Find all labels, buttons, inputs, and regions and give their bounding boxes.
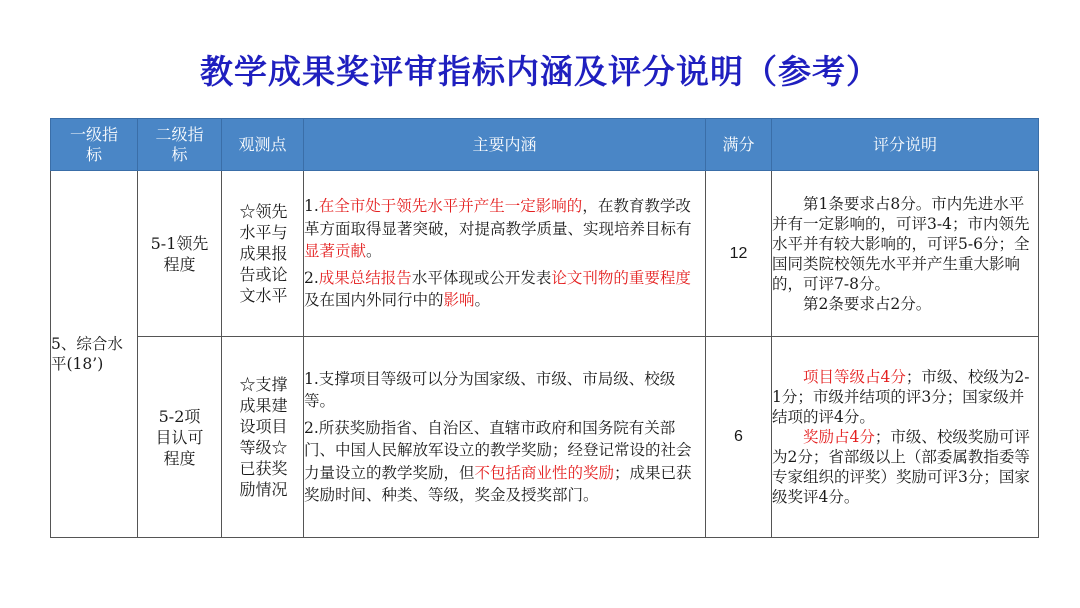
header-full-score: 满分	[706, 119, 772, 171]
criteria-table	[50, 118, 1039, 538]
full-score-cell	[706, 337, 772, 538]
level1-name: 5、综合水平(18’)	[51, 335, 123, 373]
level1-cell	[51, 171, 138, 538]
header-content: 主要内涵	[304, 119, 706, 171]
level2-cell	[138, 171, 222, 337]
content-paragraph: 1.在全市处于领先水平并产生一定影响的，在教育教学改革方面取得显著突破，对提高教学质量、实现培养目标有显著贡献。	[304, 197, 692, 261]
header-observation: 观测点	[222, 119, 304, 171]
scoring-cell	[772, 337, 1039, 538]
highlight-text: 奖励占4分	[803, 428, 875, 446]
full-score-value: 6	[734, 428, 743, 445]
observation-text: ☆支撑成果建设项目等级☆已获奖励情况	[239, 375, 288, 499]
page-title: 教学成果奖评审指标内涵及评分说明（参考）	[200, 52, 880, 91]
highlight-text: 项目等级占4分	[803, 368, 906, 386]
content-paragraph: 2.所获奖励指省、自治区、直辖市政府和国务院有关部门、中国人民解放军设立的教学奖励；经登记常设的社会力量设立的教学奖励，但不包括商业性的奖励；成果已获奖励时间、种类、等级，奖金及授奖部门。	[304, 418, 692, 504]
level2-name: 5-2项目认可程度	[155, 406, 204, 468]
scoring-cell	[772, 171, 1039, 337]
scoring-paragraph: 奖励占4分；市级、校级奖励可评为2分；省部级以上（部委属教指委等专家组织的评奖）奖励可评3分；国家级奖评4分。	[772, 428, 1030, 506]
table-row	[51, 337, 1039, 538]
full-score-value: 12	[729, 244, 748, 262]
observation-cell	[222, 171, 304, 337]
full-score-cell	[706, 171, 772, 337]
highlight-text: 显著贡献	[304, 242, 367, 261]
scoring-paragraph: 第2条要求占2分。	[803, 294, 932, 313]
content-cell	[304, 337, 706, 538]
scoring-paragraph: 第1条要求占8分。市内先进水平并有一定影响的，可评3-4；市内领先水平并有较大影响的，可评5-6分；全国同类院校领先水平并产生重大影响的，可评7-8分。	[772, 194, 1030, 293]
content-paragraph: 1.支撑项目等级可以分为国家级、市级、市局级、校级等。	[304, 369, 676, 410]
header-row	[51, 119, 1039, 171]
highlight-text: 不包括商业性的奖励	[474, 463, 615, 482]
observation-cell	[222, 337, 304, 538]
highlight-text: 成果总结报告	[318, 268, 412, 287]
observation-text: ☆领先水平与成果报告或论文水平	[239, 202, 288, 305]
content-cell	[304, 171, 706, 337]
header-level1: 一级指标	[51, 119, 138, 171]
scoring-paragraph: 项目等级占4分；市级、校级为2-1分；市级并结项的评3分；国家级并结项的评4分。	[772, 368, 1030, 426]
header-level2: 二级指标	[138, 119, 222, 171]
table-row	[51, 171, 1039, 337]
highlight-text: 在全市处于领先水平并产生一定影响的	[318, 197, 583, 216]
header-scoring: 评分说明	[772, 119, 1039, 171]
content-paragraph: 2.成果总结报告水平体现或公开发表论文刊物的重要程度及在国内外同行中的影响。	[304, 268, 691, 310]
level2-cell	[138, 337, 222, 538]
level2-name: 5-1领先程度	[150, 233, 209, 274]
highlight-text: 论文刊物的重要程度	[551, 268, 691, 287]
highlight-text: 影响	[443, 291, 475, 310]
